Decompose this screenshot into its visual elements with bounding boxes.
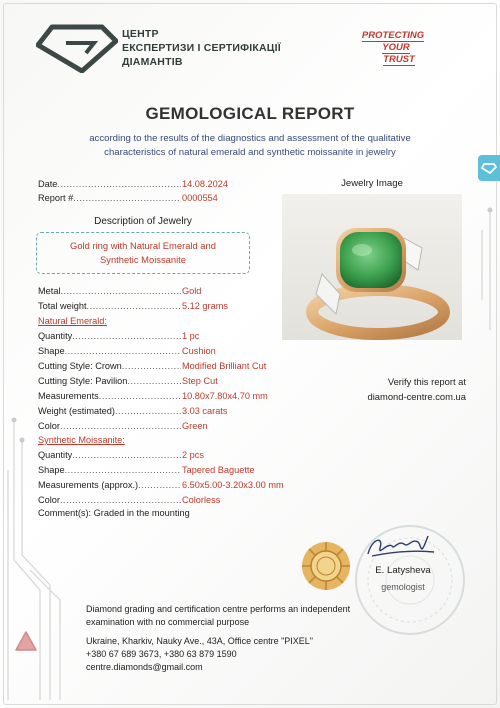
org-name-line: ДІАМАНТІВ [122,56,183,68]
description-heading: Description of Jewelry [94,216,192,227]
footer-contacts [86,635,436,674]
field-value: 14.08.2024 [182,179,228,189]
organization-name [122,27,281,69]
field-value: Modified Brilliant Cut [182,361,267,371]
verify-note [300,374,466,404]
field-value: 0000554 [182,193,218,203]
field-value: Colorless [182,495,221,505]
org-name-line: ЦЕНТР [122,28,159,40]
side-tab[interactable] [478,155,500,181]
field-label: Cutting Style: Crown ..... [38,360,181,373]
gemologist-signature [362,530,438,564]
description-box [36,232,250,274]
report-subtitle [20,132,480,160]
ring-picture [282,194,462,340]
comment [38,507,190,520]
moissanite-quantity [38,449,338,462]
slogan-line: TRUST [383,54,415,65]
footer-disclaimer [86,603,436,629]
subtitle-line: characteristics of natural emerald and synthetic moissanite in jewelry [104,147,396,158]
description-line: Synthetic Moissanite [100,254,186,265]
emerald-color [38,420,338,433]
field-label: Quantity ..... [38,330,181,343]
footer-line: Diamond grading and certification centre performs an independent [86,604,351,614]
jewelry-image-label: Jewelry Image [341,178,403,189]
gemologist-role: gemologist [381,582,425,592]
field-value: 3.03 carats [182,406,228,416]
jewelry-image [282,194,462,340]
comment-value: Graded in the mounting [93,508,190,518]
field-label: Color ..... [38,420,181,433]
field-label: Color ..... [38,494,181,507]
field-label: Report # ..... [38,192,181,205]
emerald-crown-cut [38,360,338,373]
field-value: 2 pcs [182,450,204,460]
emerald-measurements [38,390,338,403]
moissanite-heading: Synthetic Moissanite: [38,435,125,445]
field-label: Measurements (approx.) ..... [38,479,181,492]
moissanite-shape [38,464,338,477]
moissanite-measurements [38,479,338,492]
comment-label: Comment(s): [38,508,92,518]
org-name-line: ЕКСПЕРТИЗИ І СЕРТИФІКАЦІЇ [122,42,281,54]
field-label: Date ..... [38,178,181,191]
verify-url[interactable]: diamond-centre.com.ua [367,391,466,402]
logo-mark-icon [478,155,500,181]
field-value: 6.50x5.00-3.20x3.00 mm [182,480,284,490]
footer-line: examination with no commercial purpose [86,617,250,627]
field-label: Shape ..... [38,464,181,477]
gemologist-name: E. Latysheva [375,565,431,576]
field-value: Gold [182,286,202,296]
field-label: Measurements ..... [38,390,181,403]
subtitle-line: according to the results of the diagnostics and assessment of the qualitative [89,133,411,144]
slogan-line: PROTECTING [361,30,425,41]
footer-address: Ukraine, Kharkiv, Nauky Ave., 43A, Office centre "PIXEL" [86,636,313,646]
field-label: Shape ..... [38,345,181,358]
slogan-line: YOUR [382,42,410,53]
center-logo [36,23,118,73]
warning-triangle-icon [14,630,38,652]
field-value: Cushion [182,346,216,356]
field-label: Total weight ..... [38,300,181,313]
footer-phones: +380 67 689 3673, +380 63 879 1590 [86,649,237,659]
description-line: Gold ring with Natural Emerald and [70,240,216,251]
emerald-weight [38,405,338,418]
field-label: Metal ..... [38,285,181,298]
field-label: Quantity ..... [38,449,181,462]
slogan [350,30,442,66]
field-value: Step Cut [182,376,218,386]
field-value: Tapered Baguette [182,465,255,475]
emerald-pavilion-cut [38,375,338,388]
verify-line: Verify this report at [387,376,466,387]
field-label: Cutting Style: Pavilion ..... [38,375,181,388]
field-label: Weight (estimated) ..... [38,405,181,418]
field-value: Green [182,421,208,431]
emerald-heading: Natural Emerald: [38,316,107,326]
field-value: 10.80x7.80x4.70 mm [182,391,268,401]
gold-seal-icon [300,540,352,592]
moissanite-color [38,494,338,507]
footer-email[interactable]: centre.diamonds@gmail.com [86,662,203,672]
emerald-shape [38,345,338,358]
report-title: GEMOLOGICAL REPORT [145,104,355,123]
field-value: 1 pc [182,331,200,341]
field-value: 5.12 grams [182,301,228,311]
